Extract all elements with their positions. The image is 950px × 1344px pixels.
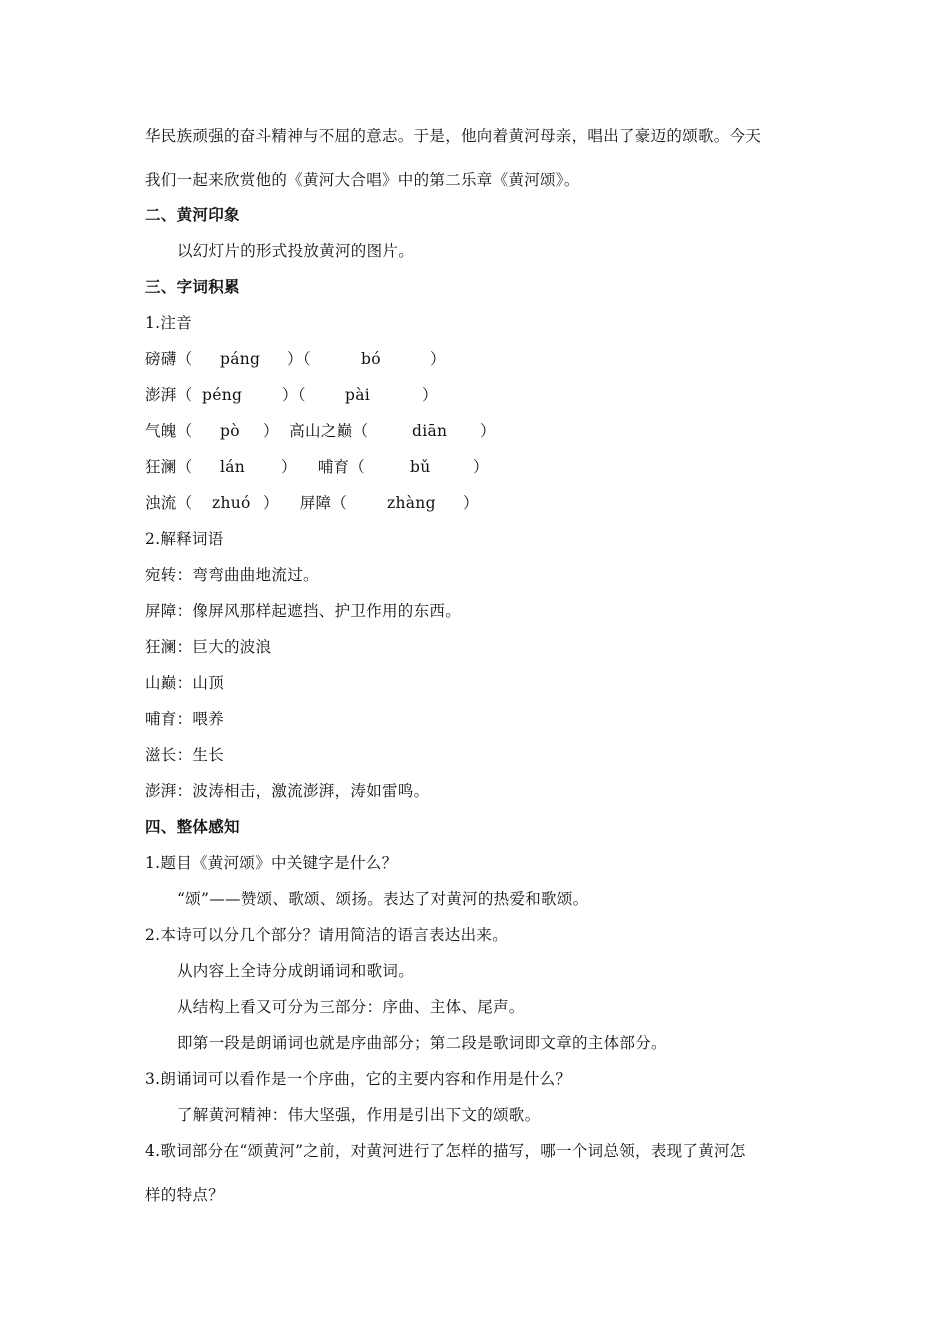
pinyin-bracket: ） 哺育（ xyxy=(281,458,366,476)
definition-item: 山巅：山顶 xyxy=(145,674,225,692)
pinyin-bracket: ） 屏障（ xyxy=(263,494,348,512)
answer: “颂”——赞颂、歌颂、颂扬。表达了对黄河的热爱和歌颂。 xyxy=(177,890,589,908)
definition-item: 滋长：生长 xyxy=(145,746,225,764)
question: 2.本诗可以分几个部分？请用简洁的语言表达出来。 xyxy=(145,926,508,944)
intro-line-2: 我们一起来欣赏他的《黄河大合唱》中的第二乐章《黄河颂》。 xyxy=(145,171,580,189)
pinyin: diān xyxy=(412,422,448,440)
pinyin-row-text: 浊流（ xyxy=(145,494,193,512)
pinyin-bracket: ） xyxy=(480,422,496,440)
subheading-definitions: 2.解释词语 xyxy=(145,530,224,548)
answer: 即第一段是朗诵词也就是序曲部分；第二段是歌词即文章的主体部分。 xyxy=(177,1034,667,1052)
pinyin: pài xyxy=(345,386,371,404)
section-heading-3: 三、字词积累 xyxy=(145,277,240,296)
question: 1.题目《黄河颂》中关键字是什么？ xyxy=(145,854,398,872)
pinyin: bó xyxy=(361,350,381,368)
answer: 了解黄河精神：伟大坚强，作用是引出下文的颂歌。 xyxy=(177,1106,541,1124)
pinyin: zhuó xyxy=(212,494,251,512)
pinyin-bracket: ） xyxy=(430,350,446,368)
pinyin-row-text: 狂澜（ xyxy=(145,458,193,476)
pinyin-bracket: ） 高山之巅（ xyxy=(263,422,369,440)
pinyin-bracket: ）（ xyxy=(287,350,311,368)
pinyin: péng xyxy=(202,386,243,404)
definition-item: 澎湃：波涛相击，激流澎湃，涛如雷鸣。 xyxy=(145,782,430,800)
pinyin: bǔ xyxy=(410,458,431,476)
pinyin-bracket: ） xyxy=(463,494,479,512)
definition-item: 宛转：弯弯曲曲地流过。 xyxy=(145,566,319,584)
pinyin-row-text: 气魄（ xyxy=(145,422,193,440)
pinyin: lán xyxy=(220,458,246,476)
pinyin-row-text: 澎湃（ xyxy=(145,386,193,404)
intro-line-1: 华民族顽强的奋斗精神与不屈的意志。于是，他向着黄河母亲，唱出了豪迈的颂歌。今天 xyxy=(145,127,762,145)
answer: 从结构上看又可分为三部分：序曲、主体、尾声。 xyxy=(177,998,525,1016)
question-continued: 样的特点？ xyxy=(145,1186,225,1204)
pinyin-row-text: 磅礴（ xyxy=(145,350,193,368)
answer: 从内容上全诗分成朗诵词和歌词。 xyxy=(177,962,415,980)
pinyin-bracket: ） xyxy=(473,458,489,476)
pinyin: páng xyxy=(220,350,261,368)
question: 4.歌词部分在“颂黄河”之前，对黄河进行了怎样的描写，哪一个词总领，表现了黄河怎 xyxy=(145,1142,746,1160)
section-2-text: 以幻灯片的形式投放黄河的图片。 xyxy=(177,242,415,260)
pinyin: pò xyxy=(220,422,240,440)
subheading-pinyin: 1.注音 xyxy=(145,314,192,332)
section-heading-2: 二、黄河印象 xyxy=(145,205,240,224)
definition-item: 哺育：喂养 xyxy=(145,710,225,728)
question: 3.朗诵词可以看作是一个序曲，它的主要内容和作用是什么？ xyxy=(145,1070,572,1088)
pinyin-bracket: ）（ xyxy=(282,386,306,404)
definition-item: 屏障：像屏风那样起遮挡、护卫作用的东西。 xyxy=(145,602,462,620)
pinyin: zhàng xyxy=(387,494,436,512)
pinyin-bracket: ） xyxy=(422,386,438,404)
section-heading-4: 四、整体感知 xyxy=(145,817,240,836)
definition-item: 狂澜：巨大的波浪 xyxy=(145,638,272,656)
